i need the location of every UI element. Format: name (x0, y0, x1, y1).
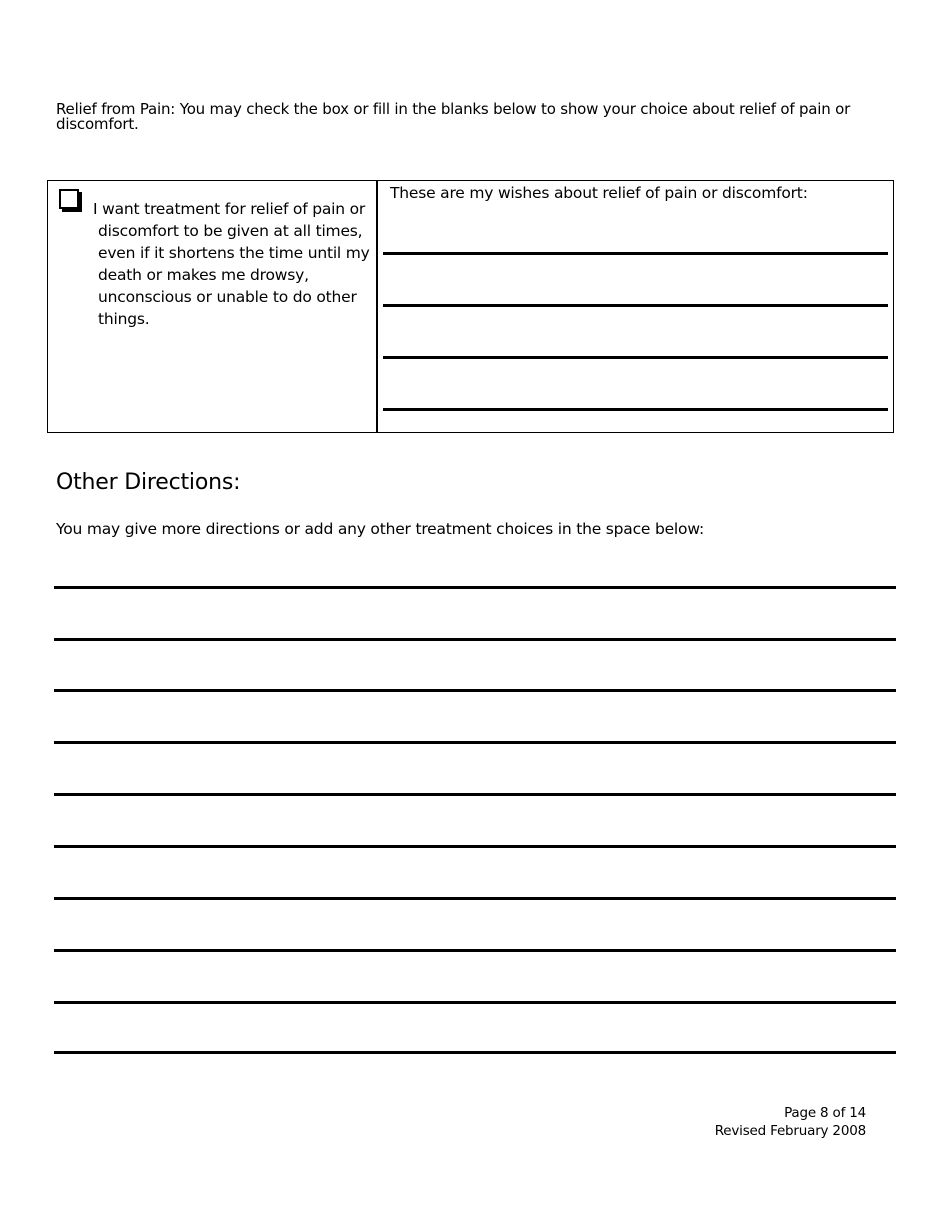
page-number: Page 8 of 14 (784, 1105, 866, 1121)
wish-blank-line[interactable] (383, 408, 888, 411)
pain-relief-option-first-line: I want treatment for relief of pain or (93, 200, 366, 218)
pain-relief-table (47, 180, 894, 433)
direction-blank-line[interactable] (54, 586, 896, 589)
wishes-label: These are my wishes about relief of pain or discomfort: (390, 184, 808, 202)
pain-relief-option-cell (48, 181, 377, 432)
revision-date: Revised February 2008 (714, 1123, 866, 1139)
direction-blank-line[interactable] (54, 741, 896, 744)
section-title: Other Directions: (56, 470, 241, 495)
direction-blank-line[interactable] (54, 1051, 896, 1054)
direction-blank-line[interactable] (54, 638, 896, 641)
wish-blank-line[interactable] (383, 356, 888, 359)
direction-blank-line[interactable] (54, 793, 896, 796)
pain-relief-wishes-cell (377, 181, 893, 432)
direction-blank-line[interactable] (54, 949, 896, 952)
direction-blank-line[interactable] (54, 845, 896, 848)
direction-blank-line[interactable] (54, 897, 896, 900)
checkbox-icon[interactable] (59, 189, 79, 209)
page-footer (715, 1104, 866, 1140)
pain-relief-option-rest: discomfort to be given at all times, even if it shortens the time until my death or makes me drowsy, unconscious or unable to do other things. (98, 222, 370, 328)
relief-intro: Relief from Pain: You may check the box or fill in the blanks below to show your choice about relief of pain or discomfort. (56, 100, 851, 133)
direction-blank-line[interactable] (54, 689, 896, 692)
wish-blank-line[interactable] (383, 252, 888, 255)
pain-relief-option-text (93, 198, 373, 330)
wish-blank-line[interactable] (383, 304, 888, 307)
direction-blank-line[interactable] (54, 1001, 896, 1004)
section-description: You may give more directions or add any other treatment choices in the space below: (56, 520, 704, 538)
